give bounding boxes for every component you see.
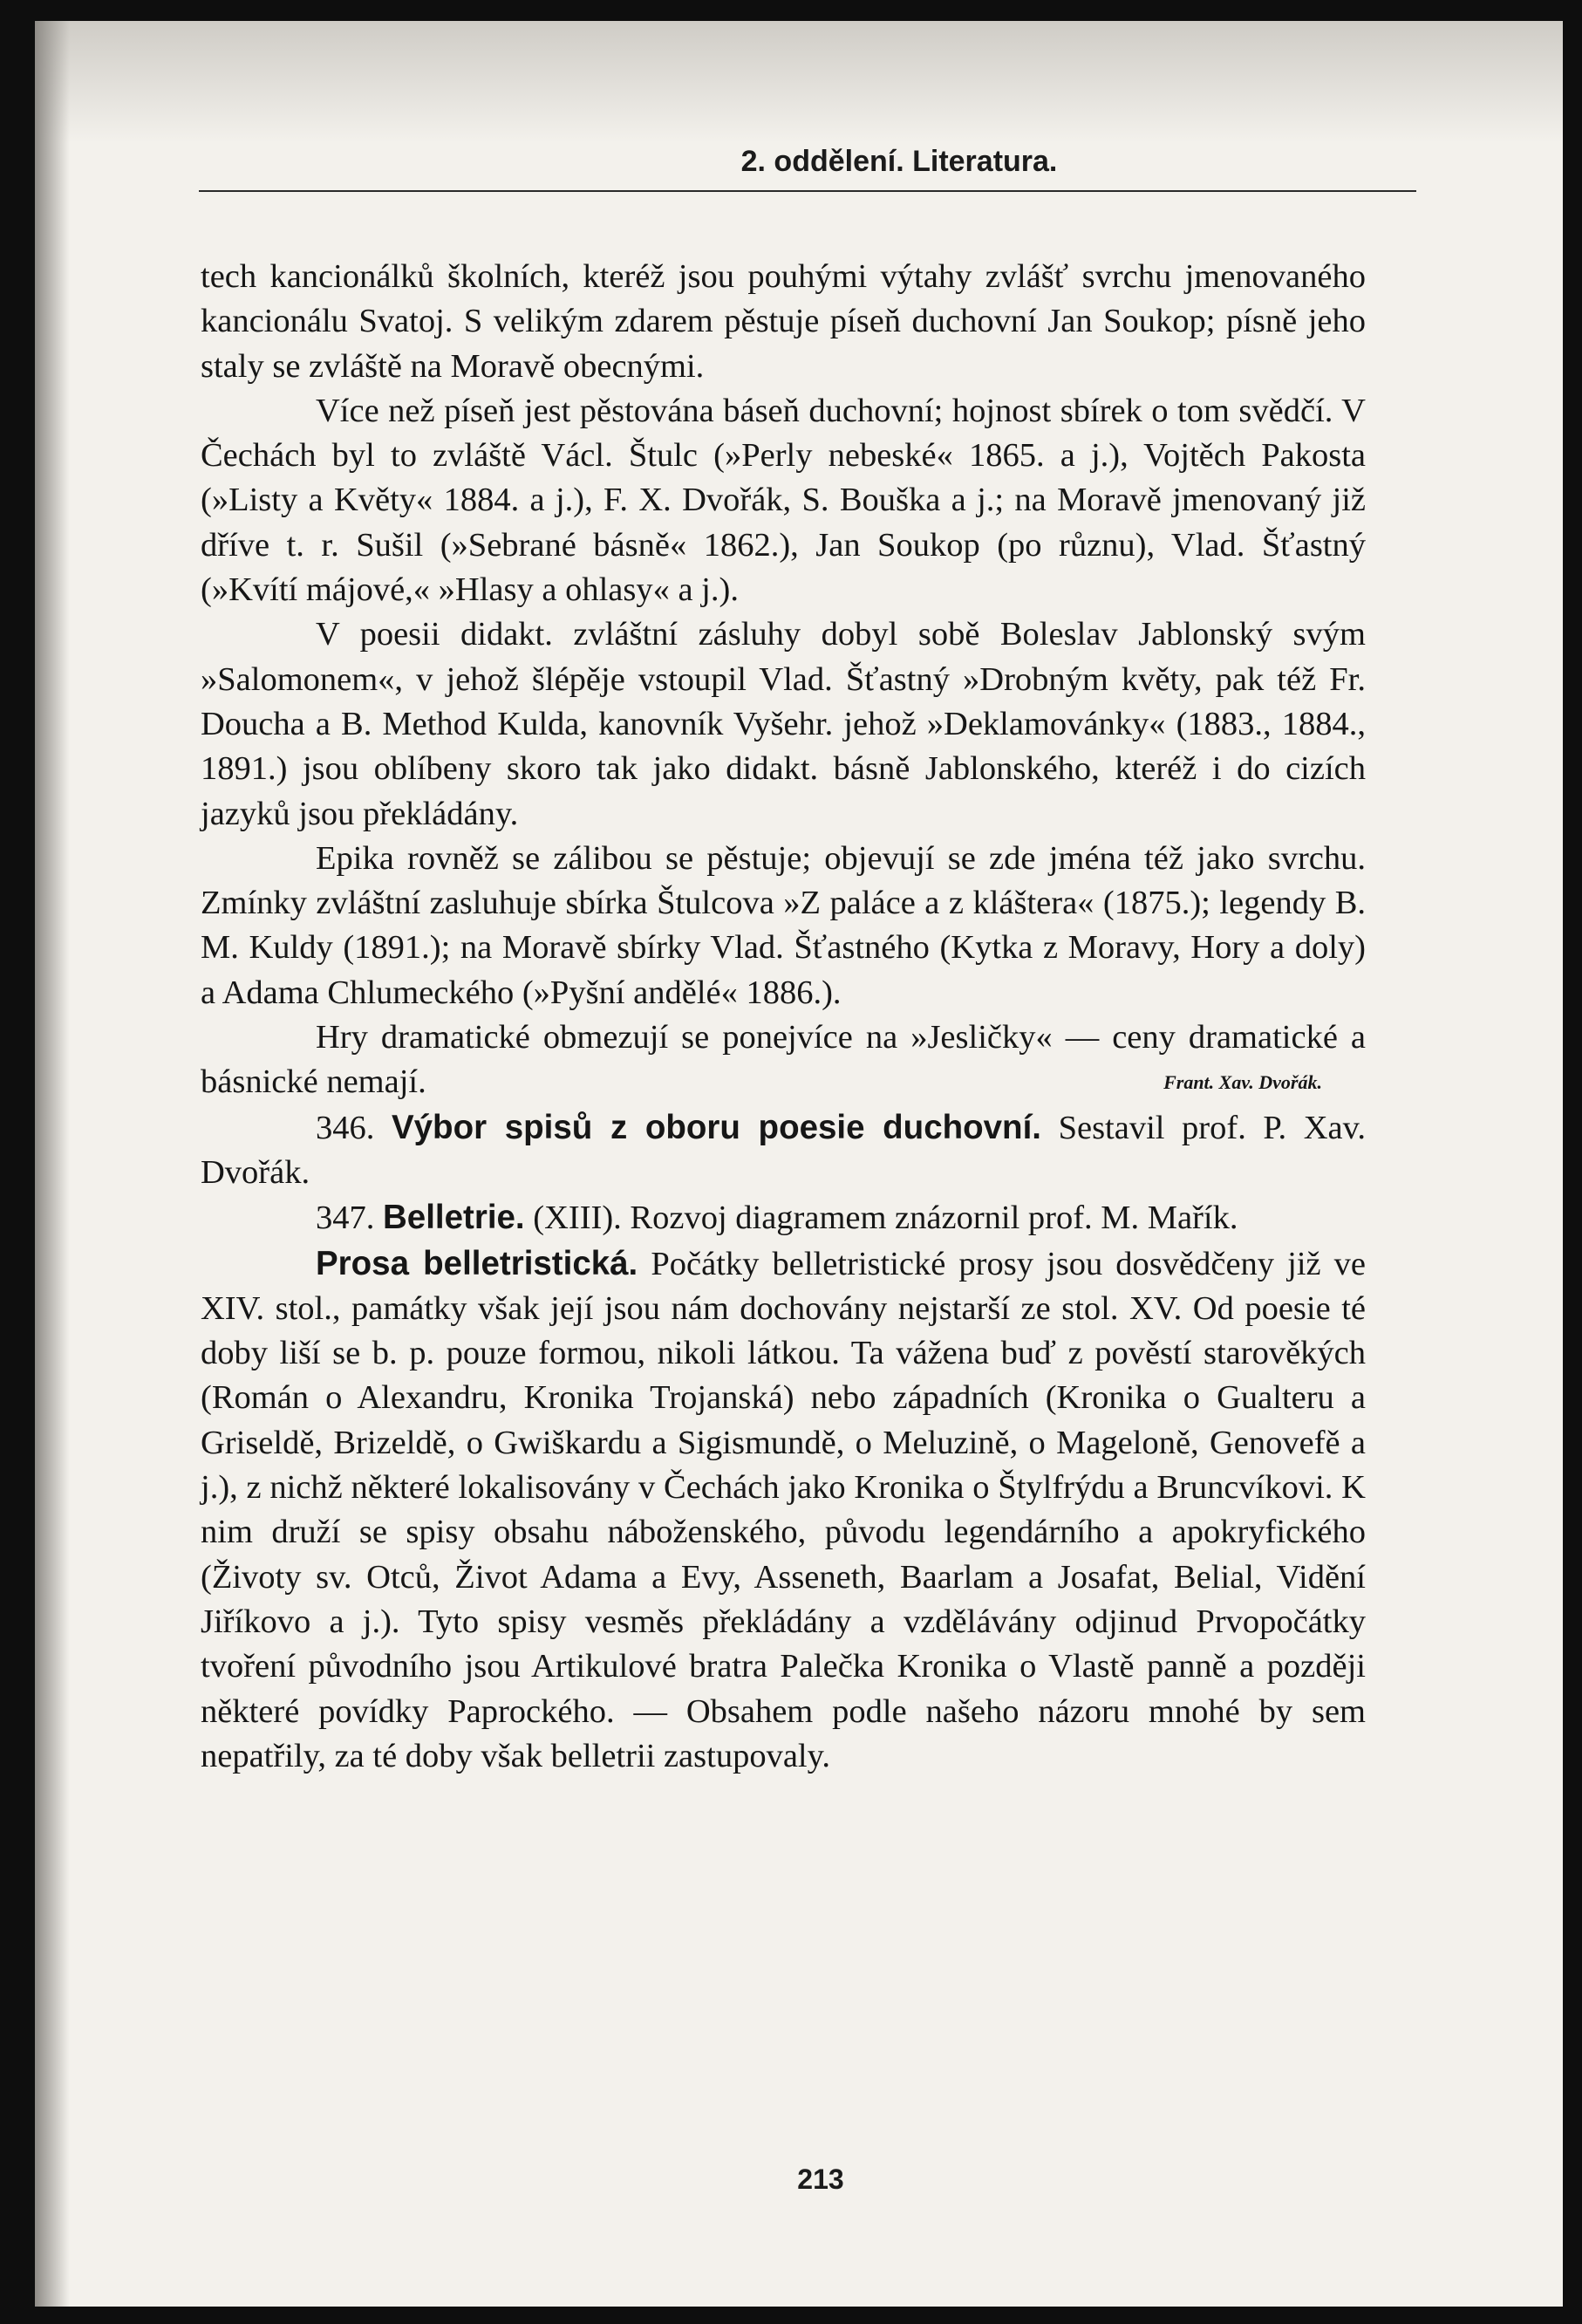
paragraph [201,1241,1366,1780]
header-rule [199,190,1416,192]
paragraph: Epika rovněž se zálibou se pěstuje; objevují se zde jména též jako svrchu. Zmínky zvláštní zasluhuje sbírka Štulcova »Z paláce a z kláštera« (1875.); legendy B. M. Kuldy (1891.); na Moravě sbírky Vlad. Šťastného (Kytka z Moravy, Hory a doly) a Adama Chlumeckého (»Pyšní andělé« 1886.). [201,839,1366,1011]
book-page [35,21,1563,2307]
section-number: 346. [316,1109,375,1146]
section-title: Výbor spisů z oboru poesie duchovní. [391,1108,1041,1146]
scan-edge [1573,0,1582,2324]
running-header: 2. oddělení. Literatura. [740,145,1058,178]
paragraph: Více než píseň jest pěstována báseň duchovní; hojnost sbírek o tom svědčí. V Čechách byl to zvláště Václ. Štulc (»Perly nebeské« 1865. a j.), Vojtěch Pakosta (»Listy a Květy« 1884. a j.), F. X. Dvořák, S. Bouška a j.; na Moravě jmenovaný již dříve t. r. Sušil (»Sebrané básně« 1862.), Jan Soukop (po různu), Vlad. Šťastný (»Kvítí májové,« »Hlasy a ohlasy« a j.). [201,392,1366,609]
paragraph-text: Sestavil prof. P. Xav. Dvořák. [201,1109,1367,1191]
subsection-title: Prosa belletristická. [316,1244,638,1282]
paragraph [201,1105,1366,1196]
author-signature: Frant. Xav. Dvořák. [1163,1071,1322,1094]
paragraph [201,1195,1366,1241]
body-text [201,255,1366,1779]
paragraph-text: Počátky belletristické prosy jsou dosvědčeny již ve XIV. stol., památky však její jsou nám dochovány nejstarší ze stol. XV. Od poesie té doby liší se b. p. pouze formou, nikoli látkou. Ta vážena buď z pověstí starověkých (Román o Alexandru, Kronika Trojanská) nebo západních (Kronika o Gualteru a Griseldě, Brizeldě, o Gwiškardu a Sigismundě, o Meluzině, o Mageloně, Genovefě a j.), z nichž některé lokalisovány v Čechách jako Kronika o Štylfrýdu a Bruncvíkovi. K nim druží se spisy obsahu náboženského, původu legendárního a apokryfického (Životy sv. Otců, Život Adama a Evy, Asseneth, Baarlam a Josafat, Belial, Vidění Jiříkovo a j.). Tyto spisy vesměs překládány a vzdělávány odjinud Prvopočátky tvoření původního jsou Artikulové bratra Palečka Kronika o Vlastě panně a později některé povídky Paprockého. — Obsahem podle našeho názoru mnohé by sem nepatřily, za té doby však belletrii zastupovaly. [201,1245,1367,1774]
section-number: 347. [316,1200,375,1237]
paragraph: V poesii didakt. zvláštní zásluhy dobyl sobě Boleslav Jablonský svým »Salomonem«, v jehož šlépěje vstoupil Vlad. Šťastný »Drobným květy, pak též Fr. Doucha a B. Method Kulda, kanovník Vyšehr. jehož »Deklamovánky« (1883., 1884., 1891.) jsou oblíbeny skoro tak jako didakt. básně Jablonského, kteréž i do cizích jazyků jsou překládány. [201,616,1366,832]
paragraph-text: (XIII). Rozvoj diagramem znázornil prof. M. Mařík. [533,1200,1238,1237]
page-number: 213 [797,2163,844,2195]
paragraph-text: Hry dramatické obmezují se ponejvíce na »Jesličky« — ceny dramatické a básnické nemají. [201,1019,1366,1101]
paragraph [201,1015,1366,1105]
section-title: Belletrie. [383,1199,525,1237]
paragraph: tech kancionálků školních, kteréž jsou pouhými výtahy zvlášť svrchu jmenovaného kancionálu Svatoj. S velikým zdarem pěstuje píseň duchovní Jan Soukop; písně jeho staly se zvláště na Moravě obecnými. [201,258,1366,385]
